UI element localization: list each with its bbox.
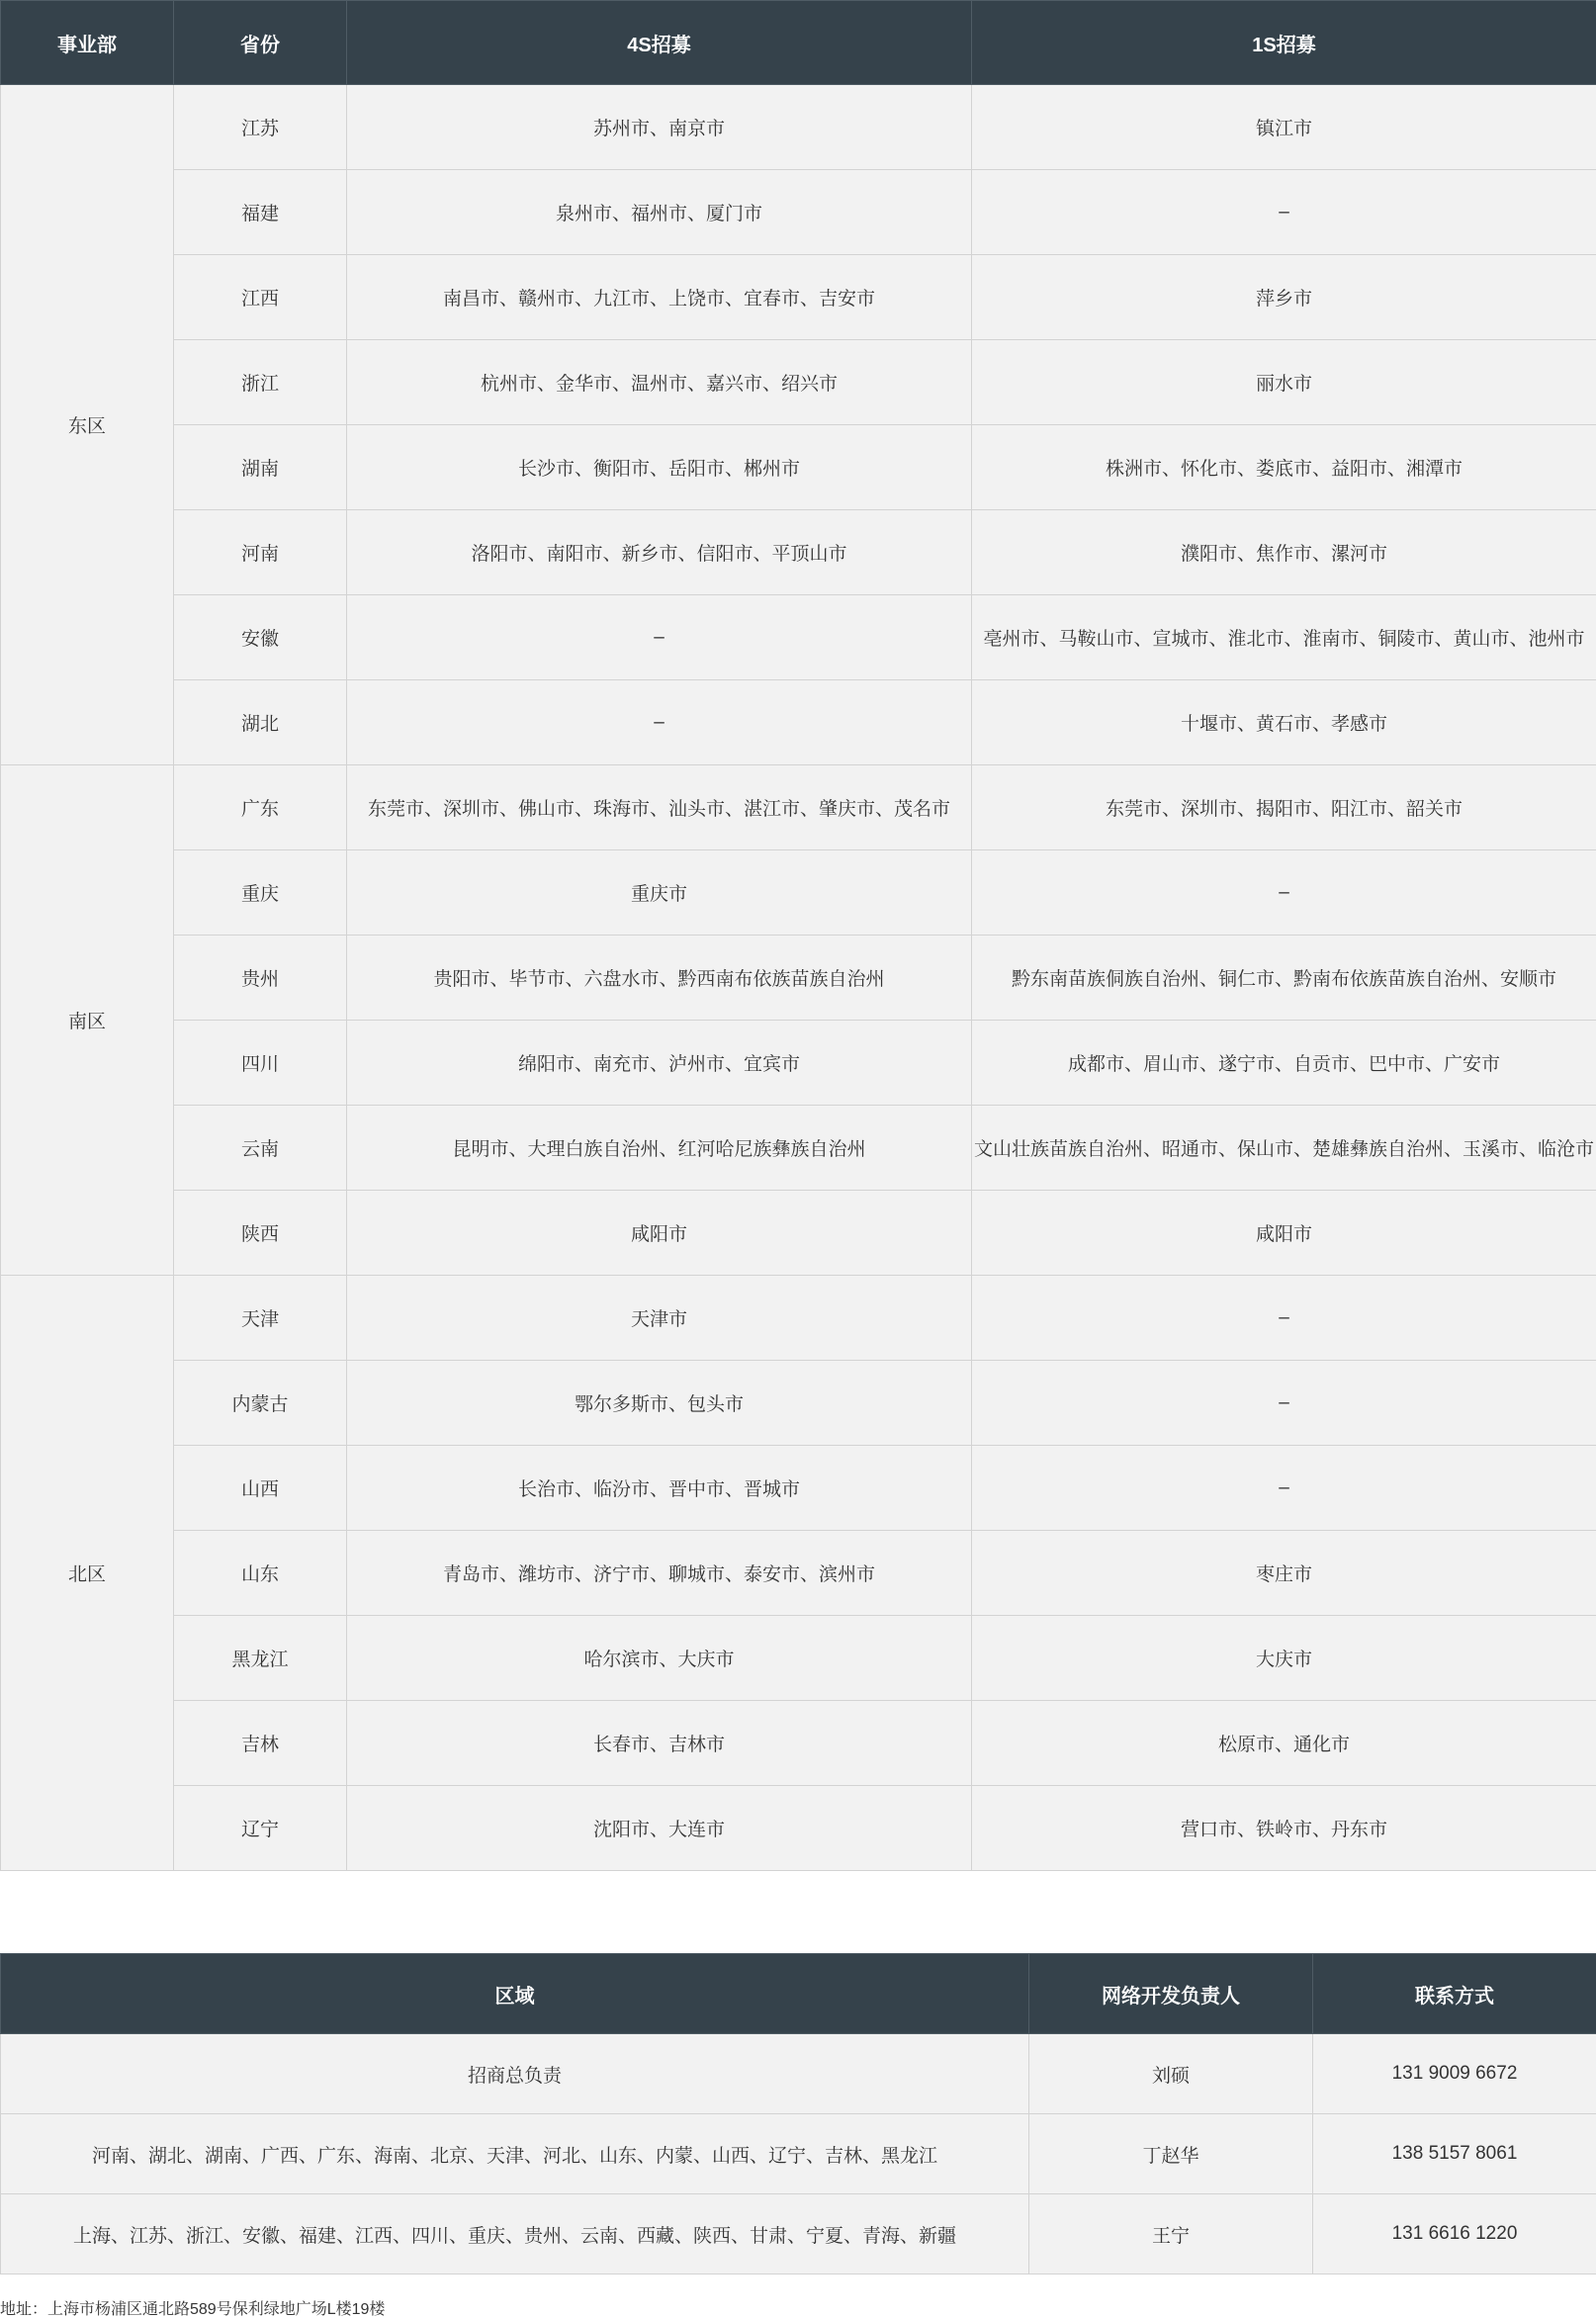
province-cell: 山东 <box>174 1531 347 1616</box>
manager-cell: 丁赵华 <box>1029 2114 1313 2194</box>
province-cell: 江苏 <box>174 85 347 170</box>
province-cell: 内蒙古 <box>174 1361 347 1446</box>
recruit-4s-cell: 长沙市、衡阳市、岳阳市、郴州市 <box>347 425 972 510</box>
table-row <box>1 170 1596 255</box>
recruit-4s-cell: 长治市、临汾市、晋中市、晋城市 <box>347 1446 972 1531</box>
recruit-1s-cell: 十堰市、黄石市、孝感市 <box>972 680 1596 765</box>
recruit-1s-cell: 黔东南苗族侗族自治州、铜仁市、黔南布依族苗族自治州、安顺市 <box>972 936 1596 1021</box>
recruit-1s-cell: 萍乡市 <box>972 255 1596 340</box>
recruit-1s-cell: – <box>972 1276 1596 1361</box>
table-row <box>1 2194 1596 2274</box>
province-cell: 浙江 <box>174 340 347 425</box>
recruit-1s-cell: 枣庄市 <box>972 1531 1596 1616</box>
recruit-4s-cell: 苏州市、南京市 <box>347 85 972 170</box>
contact-table-body <box>1 2034 1596 2274</box>
header-row <box>1 1 1596 85</box>
recruit-1s-cell: 松原市、通化市 <box>972 1701 1596 1786</box>
table-row <box>1 936 1596 1021</box>
recruit-1s-cell: – <box>972 850 1596 936</box>
recruitment-table-header <box>1 1 1596 85</box>
recruit-1s-cell: 镇江市 <box>972 85 1596 170</box>
division-cell: 北区 <box>1 1276 174 1871</box>
recruit-1s-cell: 咸阳市 <box>972 1191 1596 1276</box>
footer-address: 地址：上海市杨浦区通北路589号保利绿地广场L楼19楼 <box>0 2296 385 2319</box>
region-cell: 上海、江苏、浙江、安徽、福建、江西、四川、重庆、贵州、云南、西藏、陕西、甘肃、宁夏、青海、新疆 <box>1 2194 1029 2274</box>
recruit-4s-cell: 杭州市、金华市、温州市、嘉兴市、绍兴市 <box>347 340 972 425</box>
region-cell: 招商总负责 <box>1 2034 1029 2114</box>
table-row <box>1 765 1596 850</box>
recruit-4s-cell: 昆明市、大理白族自治州、红河哈尼族彝族自治州 <box>347 1106 972 1191</box>
province-cell: 福建 <box>174 170 347 255</box>
contact-table-header <box>1 1954 1596 2034</box>
table-row <box>1 255 1596 340</box>
table-row <box>1 1021 1596 1106</box>
column-header-4s-recruit: 4S招募 <box>347 1 972 85</box>
recruit-4s-cell: 天津市 <box>347 1276 972 1361</box>
table-row <box>1 680 1596 765</box>
column-header-division: 事业部 <box>1 1 174 85</box>
table-row <box>1 2034 1596 2114</box>
recruit-4s-cell: 咸阳市 <box>347 1191 972 1276</box>
column-header-network-manager: 网络开发负责人 <box>1029 1954 1313 2034</box>
table-row <box>1 1191 1596 1276</box>
recruit-4s-cell: 贵阳市、毕节市、六盘水市、黔西南布依族苗族自治州 <box>347 936 972 1021</box>
recruit-4s-cell: 南昌市、赣州市、九江市、上饶市、宜春市、吉安市 <box>347 255 972 340</box>
province-cell: 河南 <box>174 510 347 595</box>
table-row <box>1 850 1596 936</box>
recruit-4s-cell: 重庆市 <box>347 850 972 936</box>
table-row <box>1 85 1596 170</box>
recruit-1s-cell: 株洲市、怀化市、娄底市、益阳市、湘潭市 <box>972 425 1596 510</box>
province-cell: 辽宁 <box>174 1786 347 1871</box>
table-row <box>1 510 1596 595</box>
table-row <box>1 1361 1596 1446</box>
division-cell: 南区 <box>1 765 174 1276</box>
province-cell: 吉林 <box>174 1701 347 1786</box>
column-header-region: 区域 <box>1 1954 1029 2034</box>
table-row <box>1 2114 1596 2194</box>
recruit-1s-cell: 东莞市、深圳市、揭阳市、阳江市、韶关市 <box>972 765 1596 850</box>
province-cell: 山西 <box>174 1446 347 1531</box>
recruit-1s-cell: 丽水市 <box>972 340 1596 425</box>
recruitment-table-body <box>1 85 1596 1871</box>
recruit-4s-cell: – <box>347 680 972 765</box>
region-cell: 河南、湖北、湖南、广西、广东、海南、北京、天津、河北、山东、内蒙、山西、辽宁、吉林、黑龙江 <box>1 2114 1029 2194</box>
header-row <box>1 1954 1596 2034</box>
table-row <box>1 1106 1596 1191</box>
recruit-1s-cell: – <box>972 1446 1596 1531</box>
phone-cell: 138 5157 8061 <box>1313 2114 1596 2194</box>
column-header-1s-recruit: 1S招募 <box>972 1 1596 85</box>
table-row <box>1 1616 1596 1701</box>
recruit-4s-cell: 哈尔滨市、大庆市 <box>347 1616 972 1701</box>
table-row <box>1 1531 1596 1616</box>
recruit-4s-cell: 长春市、吉林市 <box>347 1701 972 1786</box>
recruit-4s-cell: 沈阳市、大连市 <box>347 1786 972 1871</box>
recruit-4s-cell: 洛阳市、南阳市、新乡市、信阳市、平顶山市 <box>347 510 972 595</box>
division-cell: 东区 <box>1 85 174 765</box>
table-row <box>1 340 1596 425</box>
province-cell: 云南 <box>174 1106 347 1191</box>
recruit-1s-cell: – <box>972 170 1596 255</box>
table-row <box>1 1276 1596 1361</box>
recruit-1s-cell: 营口市、铁岭市、丹东市 <box>972 1786 1596 1871</box>
recruit-1s-cell: – <box>972 1361 1596 1446</box>
column-header-province: 省份 <box>174 1 347 85</box>
province-cell: 江西 <box>174 255 347 340</box>
province-cell: 安徽 <box>174 595 347 680</box>
province-cell: 陕西 <box>174 1191 347 1276</box>
manager-cell: 王宁 <box>1029 2194 1313 2274</box>
recruit-1s-cell: 大庆市 <box>972 1616 1596 1701</box>
contact-table <box>0 1953 1596 2274</box>
recruit-1s-cell: 亳州市、马鞍山市、宣城市、淮北市、淮南市、铜陵市、黄山市、池州市 <box>972 595 1596 680</box>
recruit-4s-cell: 鄂尔多斯市、包头市 <box>347 1361 972 1446</box>
recruit-4s-cell: 东莞市、深圳市、佛山市、珠海市、汕头市、湛江市、肇庆市、茂名市 <box>347 765 972 850</box>
table-row <box>1 595 1596 680</box>
phone-cell: 131 6616 1220 <box>1313 2194 1596 2274</box>
table-row <box>1 425 1596 510</box>
column-header-contact: 联系方式 <box>1313 1954 1596 2034</box>
phone-cell: 131 9009 6672 <box>1313 2034 1596 2114</box>
province-cell: 湖南 <box>174 425 347 510</box>
recruit-1s-cell: 文山壮族苗族自治州、昭通市、保山市、楚雄彝族自治州、玉溪市、临沧市 <box>972 1106 1596 1191</box>
table-row <box>1 1786 1596 1871</box>
manager-cell: 刘硕 <box>1029 2034 1313 2114</box>
province-cell: 天津 <box>174 1276 347 1361</box>
recruit-1s-cell: 濮阳市、焦作市、漯河市 <box>972 510 1596 595</box>
province-cell: 贵州 <box>174 936 347 1021</box>
province-cell: 湖北 <box>174 680 347 765</box>
table-row <box>1 1701 1596 1786</box>
recruit-1s-cell: 成都市、眉山市、遂宁市、自贡市、巴中市、广安市 <box>972 1021 1596 1106</box>
province-cell: 黑龙江 <box>174 1616 347 1701</box>
table-row <box>1 1446 1596 1531</box>
province-cell: 广东 <box>174 765 347 850</box>
recruit-4s-cell: 泉州市、福州市、厦门市 <box>347 170 972 255</box>
province-cell: 四川 <box>174 1021 347 1106</box>
province-cell: 重庆 <box>174 850 347 936</box>
recruit-4s-cell: 绵阳市、南充市、泸州市、宜宾市 <box>347 1021 972 1106</box>
recruit-4s-cell: – <box>347 595 972 680</box>
recruit-4s-cell: 青岛市、潍坊市、济宁市、聊城市、泰安市、滨州市 <box>347 1531 972 1616</box>
